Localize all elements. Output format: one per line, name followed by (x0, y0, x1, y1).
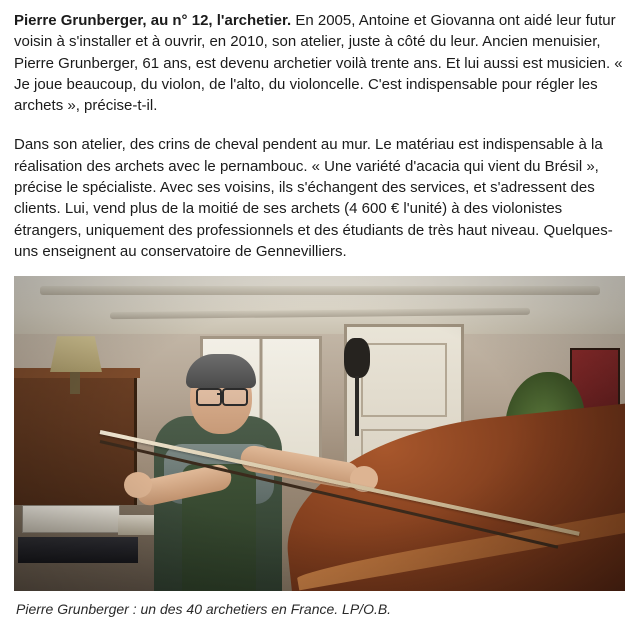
paragraph-2 (14, 134, 625, 262)
article-figure (14, 276, 625, 618)
figure-caption: Pierre Grunberger : un des 40 archetiers en France. LP/O.B. (16, 601, 392, 618)
paragraph-1 (14, 10, 625, 116)
paragraph-1-lede: Pierre Grunberger, au n° 12, l'archetier. (14, 12, 292, 29)
workshop-photo (14, 276, 625, 591)
paragraph-2-text: Dans son atelier, des crins de cheval pendent au mur. Le matériau est indispensable à la réalisation des archets avec le pernambouc. « Une variété d'acacia qui vient du Brésil », précise le spécialiste. Avec ses voisins, ils s'échangent des services, et s'adressent des clients. Lui, vend plus de la moitié de ses archets (4 600 € l'unité) à des violonistes étrangers, uniquement des professionnels et des étudiants de très haut niveau. Quelques-uns enseignent au conservatoire de Gennevilliers. (14, 136, 613, 260)
paragraph-1-text: En 2005, Antoine et Giovanna ont aidé leur futur voisin à s'installer et à ouvrir, en 2010, son atelier, juste à côté du leur. Ancien menuisier, Pierre Grunberger, 61 ans, est devenu archetier voilà trente ans. Et lui aussi est musicien. « Je joue beaucoup, du violon, de l'alto, du violoncelle. C'est indispensable pour régler les archets », précise-t-il. (14, 12, 623, 115)
photo-vignette (14, 276, 625, 591)
